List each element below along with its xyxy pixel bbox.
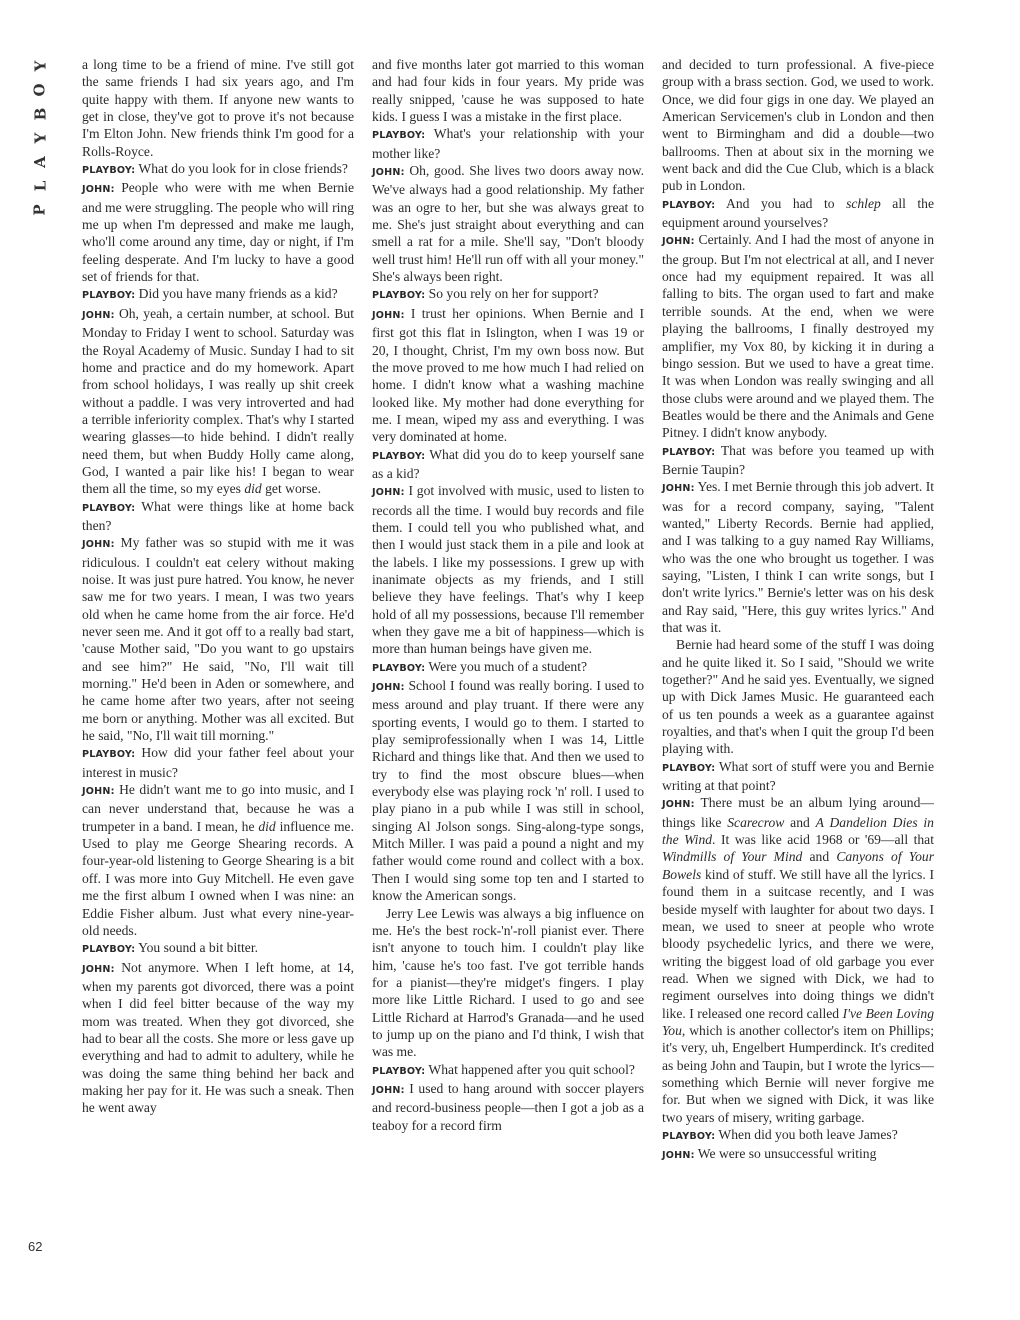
question-paragraph	[372, 125, 644, 162]
paragraph-text: and five months later got married to this woman and had four kids in four years. My pride was really snipped, 'cause he was supposed to hate kids. I guess I was a mistake in the first place.	[372, 57, 644, 125]
answer-paragraph	[662, 794, 934, 1126]
speaker-label-john: JOHN:	[372, 487, 405, 499]
speaker-label-playboy: PLAYBOY:	[662, 762, 716, 774]
speaker-label-john: JOHN:	[372, 682, 405, 694]
paragraph-text: School I found was really boring. I used to mess around and play truant. If there were any sporting events, I would go to them. I started to play semiprofessionally when I was 14, Little Richard and things like that. And then we used to try to find the most obscure blues—when everybody else was playing rock 'n' roll. I used to play piano in a pub while I was still in school, singing Al Jolson songs. Sing-along-type songs, Mitch Miller. I was paid a pound a night and my father would come round and collect with a box. Then I would sing some top ten and I started to know the American songs.	[372, 678, 644, 904]
italic-title: A Dandelion Dies in the Wind	[662, 814, 934, 848]
paragraph-text: There must be an album lying around—things like	[662, 795, 934, 830]
answer-paragraph	[662, 231, 934, 441]
masthead-letter: Y	[31, 132, 49, 144]
italic-title: Scarecrow	[727, 814, 785, 830]
masthead-letter: L	[30, 180, 49, 192]
speaker-label-playboy: PLAYBOY:	[82, 165, 136, 177]
answer-paragraph	[82, 534, 354, 744]
italic-title: Windmills of Your Mind	[662, 849, 803, 865]
paragraph-text: , which is another collector's item on Phillips; it's very, uh, Engelbert Humperdinck. It's credited as being John and Taupin, but I wrote the lyrics—something which Bernie will never forgive me for. But when we signed with Dick, it was like two years of misery, writing garbage.	[662, 1022, 934, 1125]
speaker-label-john: JOHN:	[662, 236, 695, 248]
paragraph-text: What happened after you quit school?	[425, 1061, 635, 1077]
masthead-letter: Y	[31, 60, 49, 72]
answer-paragraph	[82, 179, 354, 285]
magazine-masthead	[22, 54, 58, 222]
page-number: 62	[28, 1239, 43, 1254]
paragraph-text: We were so unsuccessful writing	[694, 1146, 877, 1162]
paragraph-text: I trust her opinions. When Bernie and I first got this flat in Islington, when I was 19 or 20, I thought, Christ, I'm my own boss now. But the move proved to me how much I had relied on home. I didn't know what a washing machine looked like. My mother had done everything for me. I mean, wiped my ass and everything. I was very dominated at home.	[372, 305, 644, 445]
article-column-1	[82, 56, 354, 1117]
paragraph-text: and decided to turn professional. A five-piece group with a brass section. God, we used to work. Once, we did four gigs in one day. We played an American Servicemen's club in London and then went to Birmingham and did a double—two ballrooms. Then at about six in the morning we went back and did the Cue Club, which is a black pub in London.	[662, 57, 934, 194]
paragraph-text: and	[784, 814, 816, 830]
masthead-letter: P	[31, 204, 49, 216]
speaker-label-john: JOHN:	[662, 799, 695, 811]
text-paragraph	[372, 905, 644, 1061]
paragraph-text: Jerry Lee Lewis was always a big influence on me. He's the best rock-'n'-roll pianist ever. There isn't anyone to touch him. I couldn't play like him, 'cause he's too fast. I've got terrible hands for a pianist—they're midget's fingers. I play more like Little Richard. I used to go and see Little Richard at Harrod's Granada—and he used to jump up on the piano and I'd think, I wish that was me.	[372, 905, 644, 1060]
paragraph-text: I used to hang around with soccer players and record-business people—then I got a job as a teaboy for a record firm	[372, 1080, 644, 1133]
speaker-label-playboy: PLAYBOY:	[662, 446, 716, 458]
speaker-label-john: JOHN:	[662, 483, 695, 495]
paragraph-text: Bernie had heard some of the stuff I was doing and he quite liked it. So I said, "Should we write together?" And he said yes. Eventually, we signed up with Dick James Music. He guaranteed each of us ten pounds a week as a guarantee against royalties, and that's when I quit the group I'd been playing with.	[662, 637, 934, 757]
speaker-label-playboy: PLAYBOY:	[372, 290, 426, 302]
italic-title: did	[244, 481, 262, 497]
paragraph-text: I got involved with music, used to listen to records all the time. I would buy records and file them. I could tell you who published what, and then I would just stack them in a pile and look at the labels. I like my possessions. I grew up with inanimate objects as my friends, and I still believe they have feelings. That's why I keep hold of all my possessions, because I'll remember when they gave me a bit of happiness—which is more than human beings have given me.	[372, 483, 644, 657]
question-paragraph	[662, 195, 934, 232]
paragraph-text: Yes. I met Bernie through this job advert. It was for a record company, saying, "Talent wanted," Liberty Records. Bernie had applied, and I was talking to a guy named Ray Williams, who was the one who brought us together. I was saying, "Listen, I think I can write songs, but I don't write lyrics." Bernie's letter was on his desk and Ray said, "Here, this guy writes lyrics." And that was it.	[662, 479, 934, 635]
speaker-label-john: JOHN:	[82, 963, 115, 975]
answer-paragraph	[372, 1080, 644, 1134]
question-paragraph	[372, 1061, 644, 1080]
answer-paragraph	[372, 305, 644, 446]
paragraph-text: a long time to be a friend of mine. I've still got the same friends I had six years ago, and I'm quite happy with them. If anyone new wants to get in close, they've got to prove it's not because I'm Elton John. New friends think I'm good for a Rolls-Royce.	[82, 57, 354, 159]
speaker-label-playboy: PLAYBOY:	[372, 130, 426, 142]
speaker-label-john: JOHN:	[82, 539, 115, 551]
answer-paragraph	[662, 478, 934, 636]
answer-paragraph	[82, 959, 354, 1117]
text-paragraph	[662, 636, 934, 757]
answer-paragraph	[82, 781, 354, 939]
masthead-letter: B	[31, 107, 49, 121]
speaker-label-john: JOHN:	[372, 1084, 405, 1096]
paragraph-text: all the equipment around yourselves?	[662, 195, 934, 231]
speaker-label-playboy: PLAYBOY:	[372, 450, 426, 462]
italic-title: Canyons of Your Bowels	[662, 849, 934, 882]
text-paragraph	[662, 56, 934, 195]
answer-paragraph	[372, 162, 644, 285]
paragraph-text: What do you look for in close friends?	[135, 161, 348, 177]
speaker-label-john: JOHN:	[662, 1150, 695, 1162]
speaker-label-john: JOHN:	[82, 786, 115, 798]
paragraph-text: My father was so stupid with me it was ridiculous. I couldn't eat celery without making noise. It was just pure hatred. You know, he never saw me for two years. I mean, I was two years old when he came home from the air force. He'd never seen me. And it got off to a really bad start, 'cause Mother said, "Do you want to go upstairs and see him?" He said, "No, I'll wait till morning." He'd been in Aden or somewhere, and he came home after two years, after not seeing me born or anything. Mother was all excited. But he said, "No, I'll wait till morning."	[82, 535, 354, 744]
question-paragraph	[82, 160, 354, 179]
paragraph-text: You sound a bit bitter.	[135, 940, 259, 956]
paragraph-text: . It was like acid 1968 or '69—all that	[712, 832, 934, 848]
paragraph-text: and	[802, 849, 837, 865]
speaker-label-john: JOHN:	[82, 184, 115, 196]
question-paragraph	[372, 285, 644, 304]
speaker-label-playboy: PLAYBOY:	[82, 749, 136, 761]
paragraph-text: influence me. Used to play me George Shearing records. A four-year-old listening to George Shearing is a bit off. I was more into Guy Mitchell. He even gave me the first album I owned when I was nine: an Eddie Fisher album. Just what every nine-year-old needs.	[82, 818, 354, 938]
speaker-label-playboy: PLAYBOY:	[662, 1130, 716, 1142]
paragraph-text: So you rely on her for support?	[425, 286, 599, 302]
question-paragraph	[662, 1126, 934, 1145]
paragraph-text: What did you do to keep yourself sane as a kid?	[372, 446, 644, 481]
paragraph-text: And you had to	[715, 195, 847, 211]
question-paragraph	[662, 442, 934, 479]
paragraph-text: How did your father feel about your interest in music?	[82, 745, 354, 780]
paragraph-text: get worse.	[261, 481, 321, 497]
answer-paragraph	[372, 482, 644, 657]
speaker-label-john: JOHN:	[372, 167, 405, 179]
paragraph-text: What were things like at home back then?	[82, 498, 354, 533]
paragraph-text: kind of stuff. We still have all the lyrics. I found them in a suitcase recently, and I was beside myself with laughter for about two days. I mean, we used to sneer at people who wrote bloody psychedelic lyrics, and there we were, writing the biggest load of old garbage you ever read. When we signed with Dick, we had to regiment ourselves into doing things we didn't like. I released one record called	[662, 866, 934, 1021]
answer-paragraph	[82, 305, 354, 498]
italic-title: schlep	[846, 195, 881, 211]
paragraph-text: He didn't want me to go into music, and I can never understand that, because he was a trumpeter in a band. I mean, he	[82, 782, 354, 834]
paragraph-text: What sort of stuff were you and Bernie writing at that point?	[662, 758, 934, 794]
italic-title: I've Been Loving You	[662, 1005, 934, 1038]
text-paragraph	[82, 56, 354, 160]
answer-paragraph	[662, 1145, 934, 1164]
question-paragraph	[372, 446, 644, 483]
paragraph-text: People who were with me when Bernie and me were struggling. The people who will ring me up when I'm depressed and make me laugh, who'll come around any time, day or night, if I'm feeling desperate. And I'm lucky to have a good set of friends for that.	[82, 180, 354, 285]
paragraph-text: That was before you teamed up with Bernie Taupin?	[662, 442, 934, 477]
question-paragraph	[662, 758, 934, 795]
masthead-letter: A	[30, 156, 49, 168]
question-paragraph	[82, 744, 354, 781]
question-paragraph	[82, 939, 354, 958]
paragraph-text: Certainly. And I had the most of anyone in the group. But I'm not electrical at all, and I never once had my equipment repaired. It was all falling to bits. The organ used to fart and make terrible sounds. At the end, when we were playing the ballrooms, I finally destroyed my amplifier, my Vox 80, by kicking it in during a bingo session. But we used to have a great time. It was when London was really swinging and all those clubs were around and we played them. The Beatles would be there and the Animals and Gene Pitney. I didn't know anybody.	[662, 232, 934, 441]
paragraph-text: When did you both leave James?	[715, 1126, 898, 1142]
speaker-label-playboy: PLAYBOY:	[82, 502, 136, 514]
speaker-label-playboy: PLAYBOY:	[662, 199, 716, 211]
paragraph-text: What's your relationship with your mother like?	[372, 126, 644, 161]
masthead-letter: O	[30, 83, 49, 97]
answer-paragraph	[372, 677, 644, 904]
speaker-label-playboy: PLAYBOY:	[372, 1065, 426, 1077]
paragraph-text: Oh, yeah, a certain number, at school. But Monday to Friday I went to school. Saturday was the Royal Academy of Music. Sunday I had to sit home and practice and do my homework. Apart from school holidays, I was really up shit creek without a paddle. I was very introverted and had a terrible inferiority complex. That's why I started wearing glasses—to hide behind. I didn't really need them, but when Buddy Holly came along, God, I wanted a pair like his! I began to wear them all the time, so my eyes	[82, 305, 354, 497]
paragraph-text: Were you much of a student?	[425, 658, 588, 674]
paragraph-text: Did you have many friends as a kid?	[135, 286, 338, 302]
speaker-label-playboy: PLAYBOY:	[82, 290, 136, 302]
paragraph-text: Not anymore. When I left home, at 14, when my parents got divorced, there was a point when I did feel bitter because of the way my mom was treated. When they got divorced, she had to bear all the costs. She more or less gave up everything and had to admit to adultery, while he was doing the same thing behind her back and making her pay for it. He was such a sneak. Then he went away	[82, 959, 354, 1116]
speaker-label-john: JOHN:	[372, 309, 405, 321]
question-paragraph	[82, 498, 354, 535]
text-paragraph	[372, 56, 644, 125]
italic-title: did	[258, 818, 276, 834]
article-column-2	[372, 56, 644, 1134]
speaker-label-playboy: PLAYBOY:	[372, 662, 426, 674]
question-paragraph	[372, 658, 644, 677]
paragraph-text: Oh, good. She lives two doors away now. We've always had a good relationship. My father was an ogre to her, but she was always great to me. She's just straight about everything and can smell a rat for a mile. She'll say, "Don't bloody well trust him! He'll run off with all your money." She's always been right.	[372, 163, 644, 285]
article-column-3	[662, 56, 934, 1165]
speaker-label-playboy: PLAYBOY:	[82, 944, 136, 956]
question-paragraph	[82, 285, 354, 304]
speaker-label-john: JOHN:	[82, 309, 115, 321]
